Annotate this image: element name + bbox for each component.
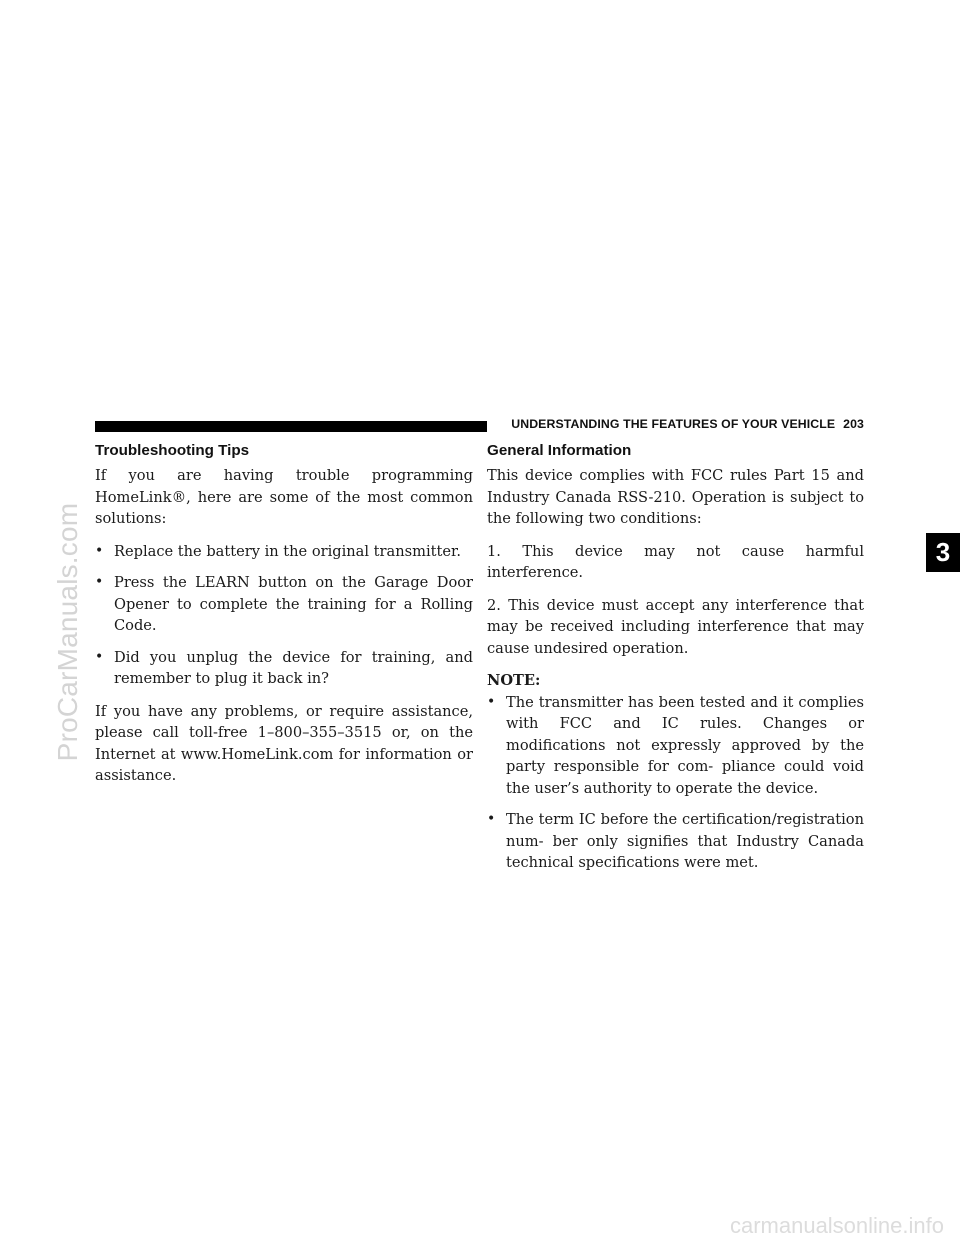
- list-item: [95, 647, 473, 690]
- bullet-icon: •: [487, 811, 496, 827]
- bullet-icon: •: [95, 542, 104, 559]
- list-item: [487, 809, 864, 874]
- left-column: [95, 441, 473, 798]
- watermark-procarmanuals: ProCarManuals.com: [52, 502, 83, 762]
- page-number: 203: [843, 417, 864, 431]
- header-rule: [95, 421, 487, 432]
- troubleshooting-intro: If you are having trouble programming HomeLink®, here are some of the most common solutions:: [95, 467, 473, 527]
- list-item-text: Did you unplug the device for training, and remember to plug it back in?: [114, 648, 473, 687]
- bullet-icon: •: [95, 574, 104, 590]
- list-item-text: Press the LEARN button on the Garage Door Opener to complete the training for a Rolling Code.: [114, 574, 473, 634]
- list-item: [487, 692, 864, 800]
- bullet-icon: •: [95, 648, 104, 665]
- assistance-paragraph: If you have any problems, or require assistance, please call toll-free 1–800–355–3515 or, on the Internet at www.HomeLink.com for information or assistance.: [95, 702, 473, 784]
- running-header: [496, 417, 864, 431]
- condition-1: 1. This device may not cause harmful interference.: [487, 542, 864, 581]
- solutions-list: [95, 541, 473, 690]
- note-list: [487, 692, 864, 874]
- right-column: [487, 441, 864, 885]
- list-item: [95, 572, 473, 637]
- troubleshooting-heading: Troubleshooting Tips: [95, 442, 250, 459]
- note-label: NOTE:: [487, 672, 541, 689]
- list-item-text: Replace the battery in the original transmitter.: [114, 542, 461, 560]
- list-item-text: The term IC before the certification/registration num- ber only signifies that Industry Canada technical specifications were met.: [506, 811, 864, 871]
- watermark-carmanualsonline: carmanualsonline.info: [729, 1213, 944, 1238]
- bullet-icon: •: [487, 693, 496, 710]
- list-item: [95, 541, 473, 563]
- section-title: UNDERSTANDING THE FEATURES OF YOUR VEHICLE: [511, 417, 836, 431]
- chapter-tab: 3: [926, 533, 960, 572]
- general-information-heading: General Information: [487, 442, 632, 459]
- list-item-text: The transmitter has been tested and it complies with FCC and IC rules. Changes or modifications not expressly approved by the party responsible for com- pliance could void the user’s authority to operate the device.: [506, 693, 864, 797]
- compliance-intro: This device complies with FCC rules Part 15 and Industry Canada RSS-210. Operation is subject to the following two conditions:: [487, 467, 864, 527]
- condition-2: 2. This device must accept any interference that may be received including interference that may cause undesired operation.: [487, 596, 864, 657]
